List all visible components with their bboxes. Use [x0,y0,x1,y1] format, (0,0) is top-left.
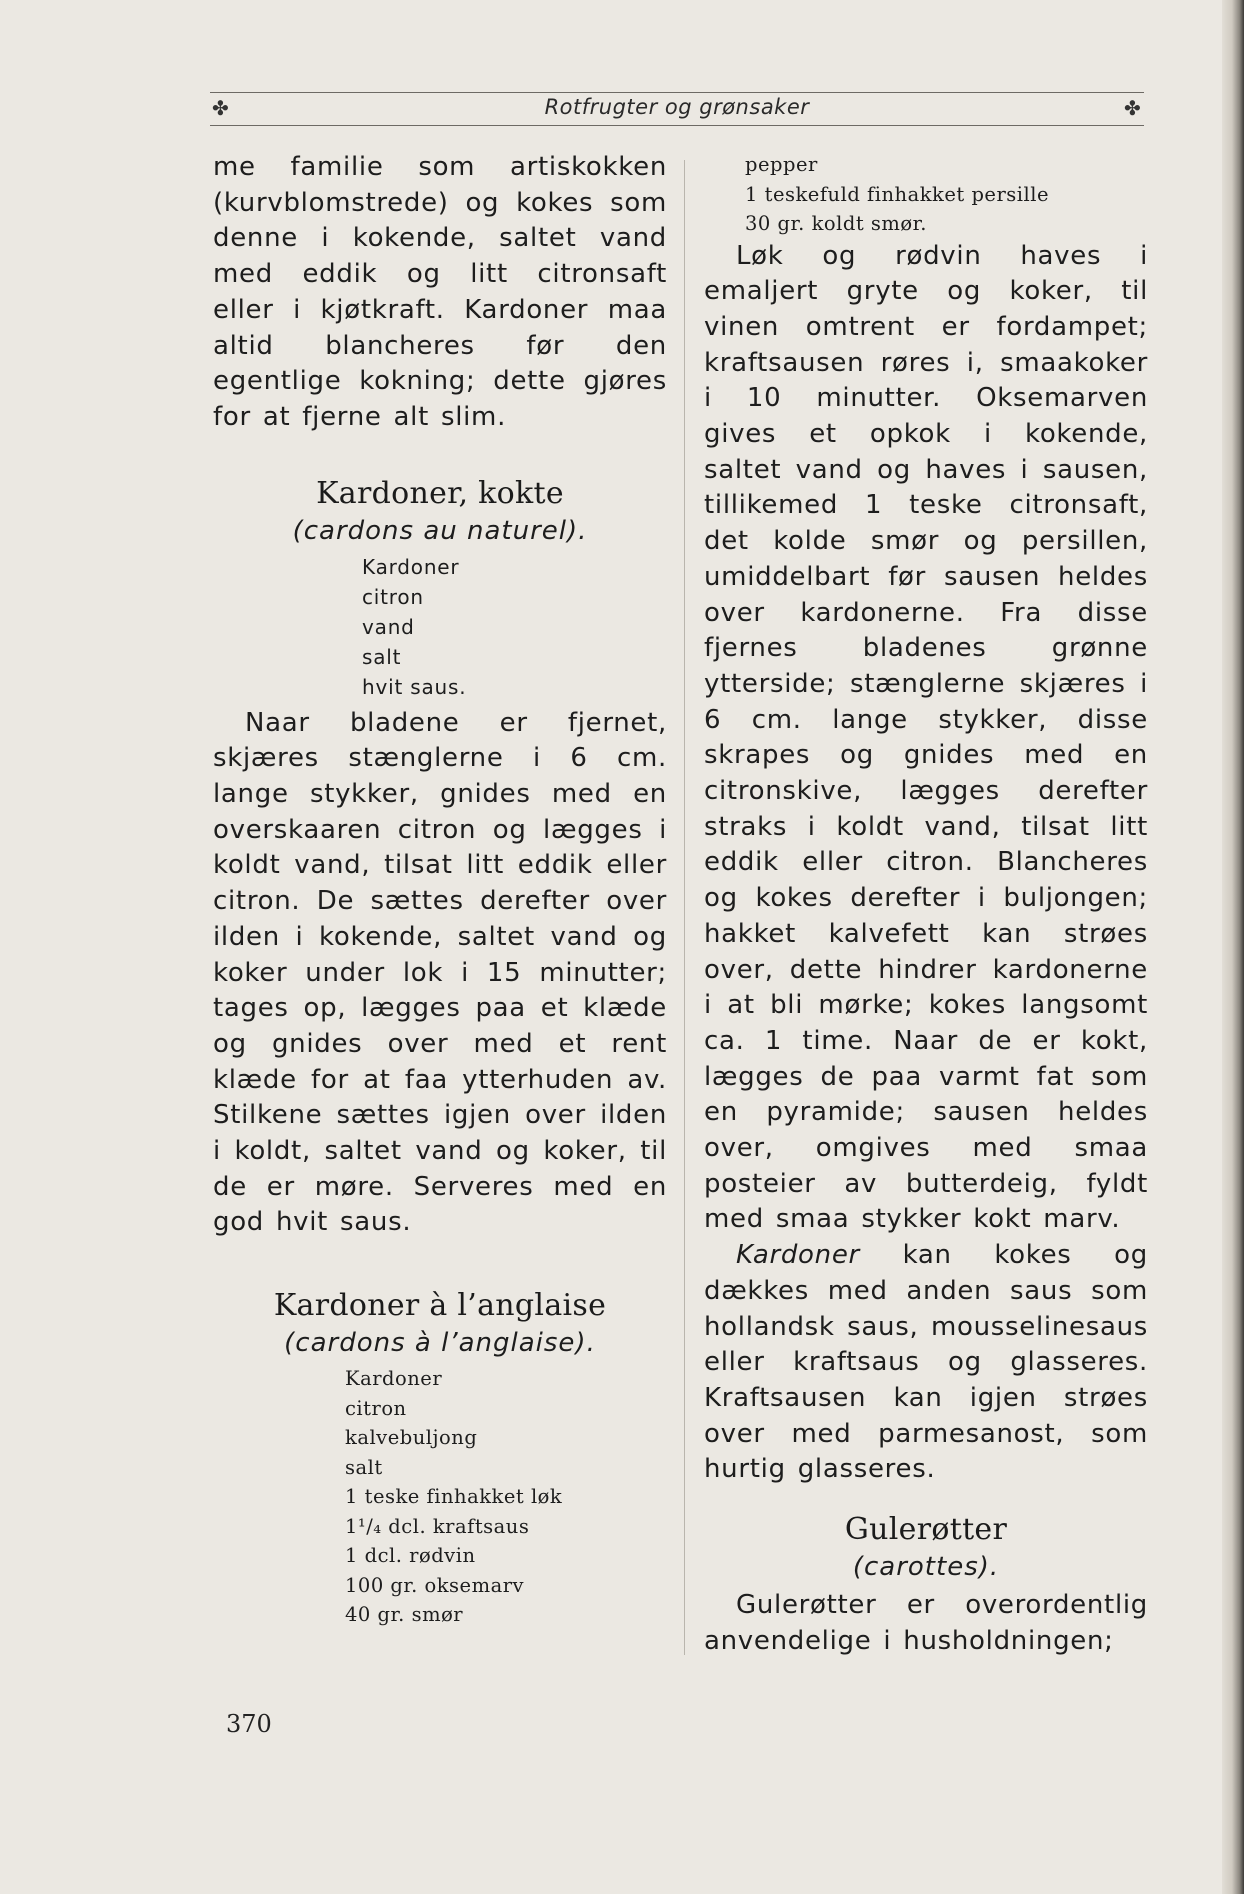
variation-lead: Kardoner [736,1240,860,1271]
ingredient-item: 30 gr. koldt smør. [745,212,927,235]
ingredient-item: 1 teskefuld finhakket persille [745,182,1050,206]
ingredient-item: 40 gr. smør [345,1603,464,1627]
ingredient-item: 1¹/₄ dcl. kraftsaus [345,1514,530,1538]
variation-paragraph [704,1238,1148,1488]
section-text: Gulerøtter er overordentlig anvendelige i husholdningen; [704,1590,1148,1656]
ingredient-item: pepper [745,153,818,176]
ingredient-item: hvit saus. [362,674,467,699]
header-ornament-left: ✤ [212,96,229,120]
ingredient-item: 1 dcl. rødvin [345,1544,476,1568]
ingredient-list [345,1364,667,1630]
recipe-subtitle: (cardons au naturel). [292,515,588,546]
recipe-title: Kardoner, kokte [316,475,564,511]
recipe-subtitle: (cardons à l’anglaise). [284,1328,596,1359]
variation-text: kan kokes og dækkes med anden saus som hollandsk saus, mousselinesaus eller kraftsaus og glasseres. Kraftsausen kan igjen strøes over med parmesanost, som hurtig glasseres. [704,1240,1148,1485]
ingredient-item: 100 gr. oksemarv [345,1573,525,1597]
ingredient-item: 1 teske finhakket løk [345,1485,563,1509]
running-header: Rotfrugter og grønsaker [544,95,810,119]
right-column [704,150,1148,1660]
ingredient-item: salt [345,1455,383,1479]
ingredient-item: vand [362,614,415,639]
recipe-title: Kardoner à l’anglaise [273,1288,607,1324]
ingredient-list-continued [745,150,1148,239]
ingredient-list [362,552,667,702]
page-number: 370 [226,1710,272,1738]
ingredient-item: citron [345,1396,407,1420]
section-subtitle: (carottes). [852,1552,1000,1583]
intro-paragraph: me familie som artiskokken (kurvblomstrede) og kokes som denne i kokende, saltet vand med eddik og litt citronsaft eller i kjøtkraft. Kardoner maa altid blancheres før den egentlige kokning; dette gjøres for at fjerne alt slim. [213,152,667,432]
header-ornament-right: ✤ [1124,96,1141,120]
header-rule-top [210,92,1144,93]
ingredient-item: salt [362,644,402,669]
page-edge-shadow [1222,0,1244,1894]
ingredient-item: Kardoner [345,1367,443,1391]
ingredient-item: citron [362,584,424,609]
ingredient-item: Kardoner [362,554,460,579]
recipe-method: Naar bladene er fjernet, skjæres stænglerne i 6 cm. lange stykker, gnides med en overskaaren citron og lægges i koldt vand, tilsat litt eddik eller citron. De sættes derefter over ilden i kokende, saltet vand og koker under lok i 15 minutter; tages op, lægges paa et klæde og gnides over med et rent klæde for at faa ytterhuden av. Stilkene sættes igjen over ilden i koldt, saltet vand og koker, til de er møre. Serveres med en god hvit saus. [213,707,667,1238]
header-rule-bottom [210,125,1144,126]
column-divider [684,160,685,1655]
ingredient-item: kalvebuljong [345,1426,478,1450]
left-column [213,150,667,1630]
recipe-method: Løk og rødvin haves i emaljert gryte og koker, til vinen omtrent er fordampet; kraftsausen røres i, smaakoker i 10 minutter. Oksemarven gives et opkok i kokende, saltet vand og haves i sausen, tillikemed 1 teske citronsaft, det kolde smør og persillen, umiddelbart før sausen heldes over kardonerne. Fra disse fjernes bladenes grønne ytterside; stænglerne skjæres i 6 cm. lange stykker, disse skrapes og gnides med en citronskive, lægges derefter straks i koldt vand, tilsat litt eddik eller citron. Blancheres og kokes derefter i buljongen; hakket kalvefett kan strøes over, dette hindrer kardonerne i at bli mørke; kokes langsomt ca. 1 time. Naar de er kokt, lægges de paa varmt fat som en pyramide; sausen heldes over, omgives med smaa posteier av butterdeig, fyldt med smaa stykker kokt marv. [704,240,1148,1235]
section-title: Gulerøtter [844,1512,1008,1548]
